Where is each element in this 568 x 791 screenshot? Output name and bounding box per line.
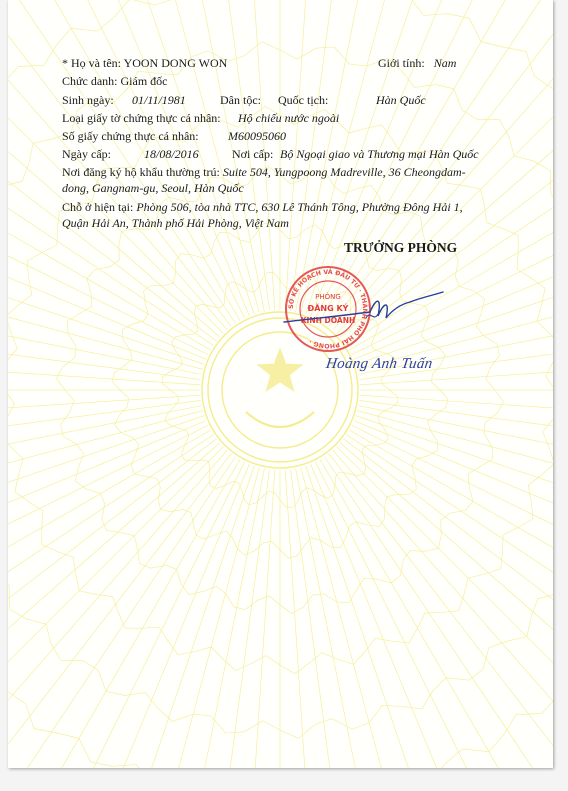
stamp-ring-text: SỞ KẾ HOẠCH VÀ ĐẦU TƯ · THÀNH PHỐ HẢI PHÒNG · [287,268,369,350]
perm-address-line2: dong, Gangnam-gu, Seoul, Hàn Quốc [62,181,244,195]
issue-date-value: 18/08/2016 [144,147,199,161]
current-address-label: Chỗ ở hiện tại: [62,200,134,214]
title-label: Chức danh: [62,74,118,88]
stamp-line3: KINH DOANH [300,316,356,325]
issue-date-label: Ngày cấp: [62,147,111,161]
perm-address-label: Nơi đăng ký hộ khẩu thường trú: [62,165,220,179]
title-row [62,74,168,88]
id-number-value: M60095060 [228,129,286,143]
id-number-label: Số giấy chứng thực cá nhân: [62,129,199,143]
handwritten-signature [278,288,448,338]
perm-address-row [62,165,466,179]
nationality-label: Quốc tịch: [278,93,329,107]
dob-value: 01/11/1981 [132,93,186,107]
dob-label: Sinh ngày: [62,93,114,107]
ethnicity-label: Dân tộc: [220,93,261,107]
issue-place-value: Bộ Ngoại giao và Thương mại Hàn Quốc [280,147,479,161]
gender-value: Nam [433,56,457,70]
perm-address-line1: Suite 504, Yungpoong Madreville, 36 Cheongdam- [222,165,466,179]
signer-name: Hoàng Anh Tuấn [324,356,434,372]
document-page [8,0,553,768]
stamp-line2: ĐĂNG KÝ [307,304,349,313]
name-value: YOON DONG WON [123,56,228,70]
gender-row [378,56,456,70]
current-address-line1: Phòng 506, tòa nhà TTC, 630 Lê Thánh Tông, Phường Đông Hải 1, [136,200,463,214]
nationality-value: Hàn Quốc [376,93,426,107]
current-address-line2: Quận Hải An, Thành phố Hải Phòng, Việt Nam [62,216,289,230]
id-type-value: Hộ chiếu nước ngoài [238,111,340,125]
current-address-row [62,200,463,214]
id-type-label: Loại giấy tờ chứng thực cá nhân: [62,111,221,125]
title-value: Giám đốc [120,74,168,88]
name-row [62,56,227,70]
issue-place-label: Nơi cấp: [232,147,274,161]
gender-label: Giới tính: [378,56,425,70]
name-label: * Họ và tên: [62,56,121,70]
stamp-line1: PHÒNG [315,293,341,301]
signatory-title: TRƯỞNG PHÒNG [344,240,458,255]
